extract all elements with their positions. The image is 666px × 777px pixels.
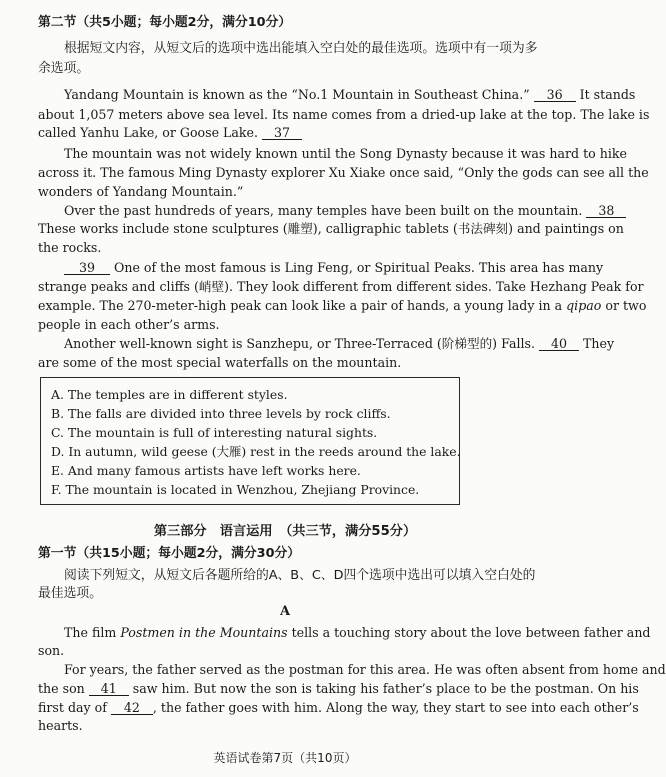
passage-line: The film Postmen in the Mountains tells a touching story about the love between father and (64, 625, 651, 640)
passage-line: Yandang Mountain is known as the “No.1 Mountain in Southeast China.” 36 It stands (64, 87, 636, 102)
passage-line: first day of 42 , the father goes with him. Along the way, they start to see into each other’s (38, 700, 639, 715)
instruction-line: 最佳选项。 (38, 586, 102, 601)
section-heading: 第一节（共15小题；每小题2分，满分30分） (38, 546, 301, 561)
instruction-line: 阅读下列短文，从短文后各题所给的A、B、C、D四个选项中选出可以填入空白处的 (64, 568, 536, 583)
passage-line: strange peaks and cliffs (峭壁). They look different from different sides. Take Hezhang Peak for (38, 279, 644, 294)
passage-line: son. (38, 643, 65, 658)
instruction-line: 根据短文内容，从短文后的选项中选出能填入空白处的最佳选项。选项中有一项为多 (64, 41, 538, 56)
passage-label: A (279, 604, 291, 619)
answer-blank-37: 37 (262, 126, 302, 140)
option-b: B. The falls are divided into three levels by rock cliffs. (51, 406, 391, 421)
passage-line: Another well-known sight is Sanzhepu, or Three-Terraced (阶梯型的) Falls. 40 They (64, 336, 615, 351)
section-heading: 第二节（共5小题；每小题2分，满分10分） (38, 15, 292, 30)
passage-line: the son 41 saw him. But now the son is taking his father’s place to be the postman. On his (38, 681, 639, 696)
passage-line: These works include stone sculptures (雕塑), calligraphic tablets (书法碑刻) and paintings on (38, 221, 624, 236)
answer-blank-41: 41 (89, 682, 129, 696)
passage-line: about 1,057 meters above sea level. Its name comes from a dried-up lake at the top. The lake is (38, 107, 650, 122)
passage-line: For years, the father served as the postman for this area. He was often absent from home and (64, 662, 666, 677)
passage-line: hearts. (38, 718, 83, 733)
passage-line: people in each other’s arms. (38, 317, 220, 332)
options-box (40, 377, 460, 505)
part-heading: 第三部分 语言运用 （共三节，满分55分） (153, 524, 417, 539)
option-f: F. The mountain is located in Wenzhou, Zhejiang Province. (51, 482, 420, 497)
passage-line: are some of the most special waterfalls on the mountain. (38, 355, 402, 370)
answer-blank-38: 38 (586, 204, 626, 218)
passage-line: the rocks. (38, 240, 102, 255)
passage-line: The mountain was not widely known until the Song Dynasty because it was hard to hike (64, 146, 627, 161)
passage-line: 39 One of the most famous is Ling Feng, or Spiritual Peaks. This area has many (64, 260, 603, 276)
passage-line: Over the past hundreds of years, many temples have been built on the mountain. 38 (64, 203, 626, 219)
option-c: C. The mountain is full of interesting natural sights. (51, 425, 378, 440)
passage-line: across it. The famous Ming Dynasty explorer Xu Xiake once said, “Only the gods can see all the (38, 165, 649, 180)
instruction-line: 余选项。 (38, 61, 90, 76)
answer-blank-40: 40 (539, 337, 579, 351)
option-e: E. And many famous artists have left works here. (51, 463, 361, 478)
passage-line: example. The 270-meter-high peak can look like a pair of hands, a young lady in a qipao or two (38, 298, 647, 313)
answer-blank-39: 39 (64, 261, 110, 275)
page-footer: 英语试卷第7页（共10页） (213, 751, 357, 765)
passage-line: wonders of Yandang Mountain.” (38, 184, 244, 199)
answer-blank-42: 42 (111, 701, 153, 715)
passage-line: called Yanhu Lake, or Goose Lake. 37 (38, 125, 302, 141)
option-a: A. The temples are in different styles. (51, 387, 288, 402)
answer-blank-36: 36 (534, 88, 576, 102)
option-d: D. In autumn, wild geese (大雁) rest in the reeds around the lake. (51, 444, 461, 459)
